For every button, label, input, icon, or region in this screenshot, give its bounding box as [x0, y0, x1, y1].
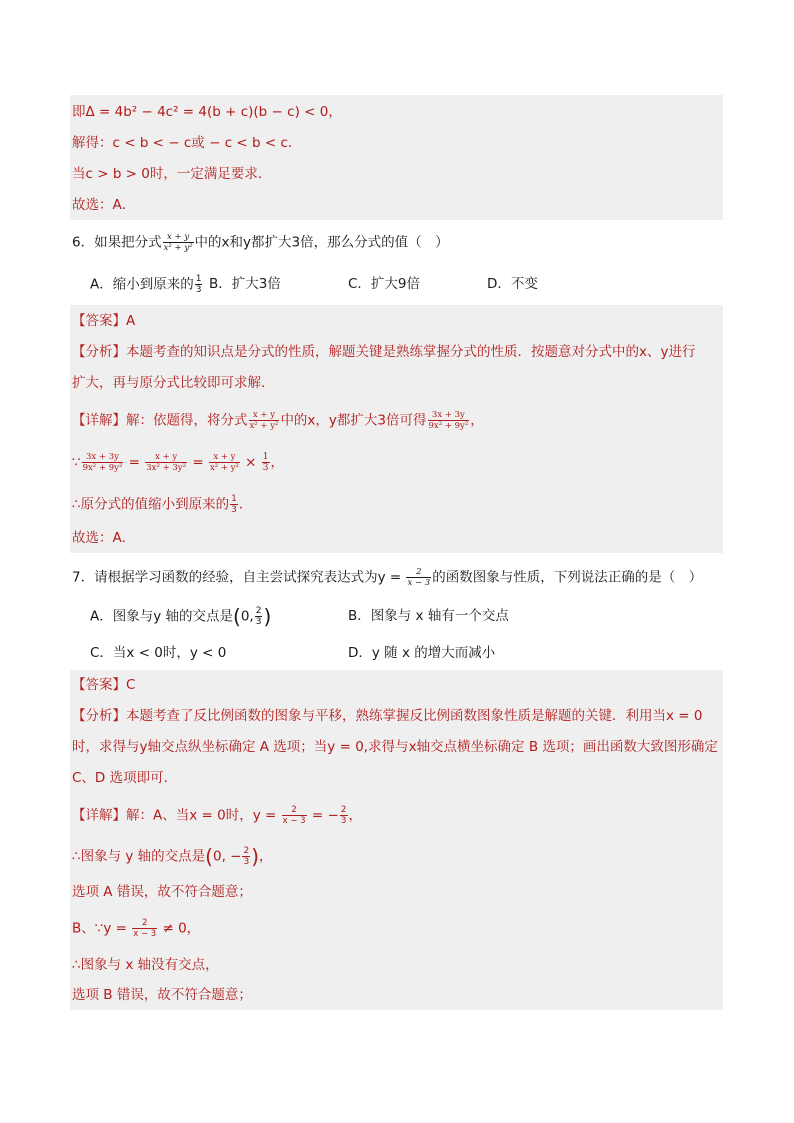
detail-text: 【详解】解：依题得，将分式 $\frac{x + y}{\text{x² + y²}}$ 中的x，y都扩大3倍可得 $\frac{3x + 3y}{\text{9x² + 9y²}}$ ，	[72, 410, 484, 431]
option-b: B．图象与 x 轴有一个交点	[348, 608, 509, 624]
solution-line	[72, 164, 271, 184]
detail-text: B、∵y = $\frac{2}{x - 3}$ ≠ 0，	[72, 918, 201, 939]
analysis-text: 扩大，再与原分式比较即可求解．	[72, 375, 275, 391]
analysis-text: 时，求得与y轴交点纵坐标确定 A 选项；当y = 0,求得与x轴交点横坐标确定 B 选项；画出函数大致图形确定	[72, 739, 718, 755]
equation-line: ∵ $\frac{3x + 3y}{\text{9x² + 9y²}}$ = $\frac{x + y}{\text{3x² + 3y²}}$ = $\frac{x + y}{\text{x² + y²}}$ × $\frac{1}{3}$ ，	[72, 452, 285, 473]
intersection-text: ∴图象与 y 轴的交点是(0, − $\frac{2}{3}$ )，	[72, 844, 273, 869]
fraction: $\frac{1}{3}$	[231, 494, 237, 515]
solution-line	[72, 102, 342, 122]
fraction: $\frac{3x + 3y}{\text{9x² + 9y²}}$	[82, 452, 123, 473]
fraction: $\frac{3x + 3y}{\text{9x² + 9y²}}$	[428, 410, 469, 431]
choice-text: 故选：A．	[72, 530, 136, 546]
choice-text: 故选：A．	[72, 197, 136, 213]
fraction: $\frac{2}{x - 3}$	[282, 805, 306, 826]
fraction: $\frac{2}{3}$	[243, 846, 250, 867]
analysis-text: C、D 选项即可．	[72, 770, 178, 786]
option-b: B．扩大3倍	[209, 276, 281, 292]
verdict-text: 选项 A 错误，故不符合题意；	[72, 884, 252, 900]
fraction: $\frac{x + y}{\text{3x² + 3y²}}$	[146, 452, 187, 473]
analysis-text: 【分析】本题考查了反比例函数的图象与平移，熟练掌握反比例函数图象性质是解题的关键．利用当x = 0	[72, 708, 703, 724]
fraction: $\frac{1}{3}$	[195, 274, 202, 295]
fraction: $\frac{2}{3}$	[340, 805, 347, 826]
analysis-text: 【分析】本题考查的知识点是分式的性质，解题关键是熟练掌握分式的性质．按题意对分式中的x、y进行	[72, 344, 696, 360]
detail-text: 【详解】解：A、当x = 0时，y = $\frac{2}{x - 3}$ = − $\frac{2}{3}$ ，	[72, 805, 363, 826]
option-c: C．扩大9倍	[348, 276, 421, 292]
conclusion-text: ∴原分式的值缩小到原来的 $\frac{1}{3}$ ．	[72, 494, 253, 515]
fraction: $\frac{2}{x - 3}$	[133, 918, 157, 939]
answer-label: 【答案】A	[72, 313, 136, 329]
fraction: $\frac{2}{x - 3}$	[407, 567, 431, 588]
option-a: A．图象与y 轴的交点是(0, $\frac{2}{3}$ )	[90, 604, 272, 629]
solution-line	[72, 195, 135, 215]
option-d: D．y 随 x 的增大而减小	[348, 645, 496, 661]
option-a: A．缩小到原来的 $\frac{1}{3}$	[90, 274, 202, 295]
fraction: $\frac{x + y}{\text{x² + y²}}$	[209, 452, 239, 473]
fraction: $\frac{1}{3}$	[262, 452, 269, 473]
discriminant-text: 即Δ = 4b² − 4c² = 4(b + c)(b − c) < 0，	[72, 104, 342, 120]
option-d: D．不变	[487, 276, 538, 292]
solve-text: 解得：c < b < − c或 − c < b < c．	[72, 135, 302, 151]
conclusion-text: ∴图象与 x 轴没有交点，	[72, 957, 219, 973]
question-7-stem: 7．请根据学习函数的经验，自主尝试探究表达式为y = $\frac{2}{x - 3}$ 的函数图象与性质，下列说法正确的是（ ）	[72, 567, 703, 588]
condition-text: 当c > b > 0时，一定满足要求．	[72, 166, 272, 182]
fraction: $\frac{x + y}{\text{x² + y²}}$	[249, 410, 279, 431]
answer-label: 【答案】C	[72, 677, 136, 693]
option-c: C．当x < 0时，y < 0	[90, 645, 227, 661]
verdict-text: 选项 B 错误，故不符合题意；	[72, 987, 252, 1003]
fraction: $\frac{x + y}{\text{x² + y²}}$	[163, 232, 193, 253]
fraction: $\frac{2}{3}$	[255, 606, 262, 627]
question-6-stem: 6．如果把分式 $\frac{x + y}{\text{x² + y²}}$ 中的x和y都扩大3倍，那么分式的值（ ）	[72, 232, 449, 253]
solution-line	[72, 133, 301, 153]
